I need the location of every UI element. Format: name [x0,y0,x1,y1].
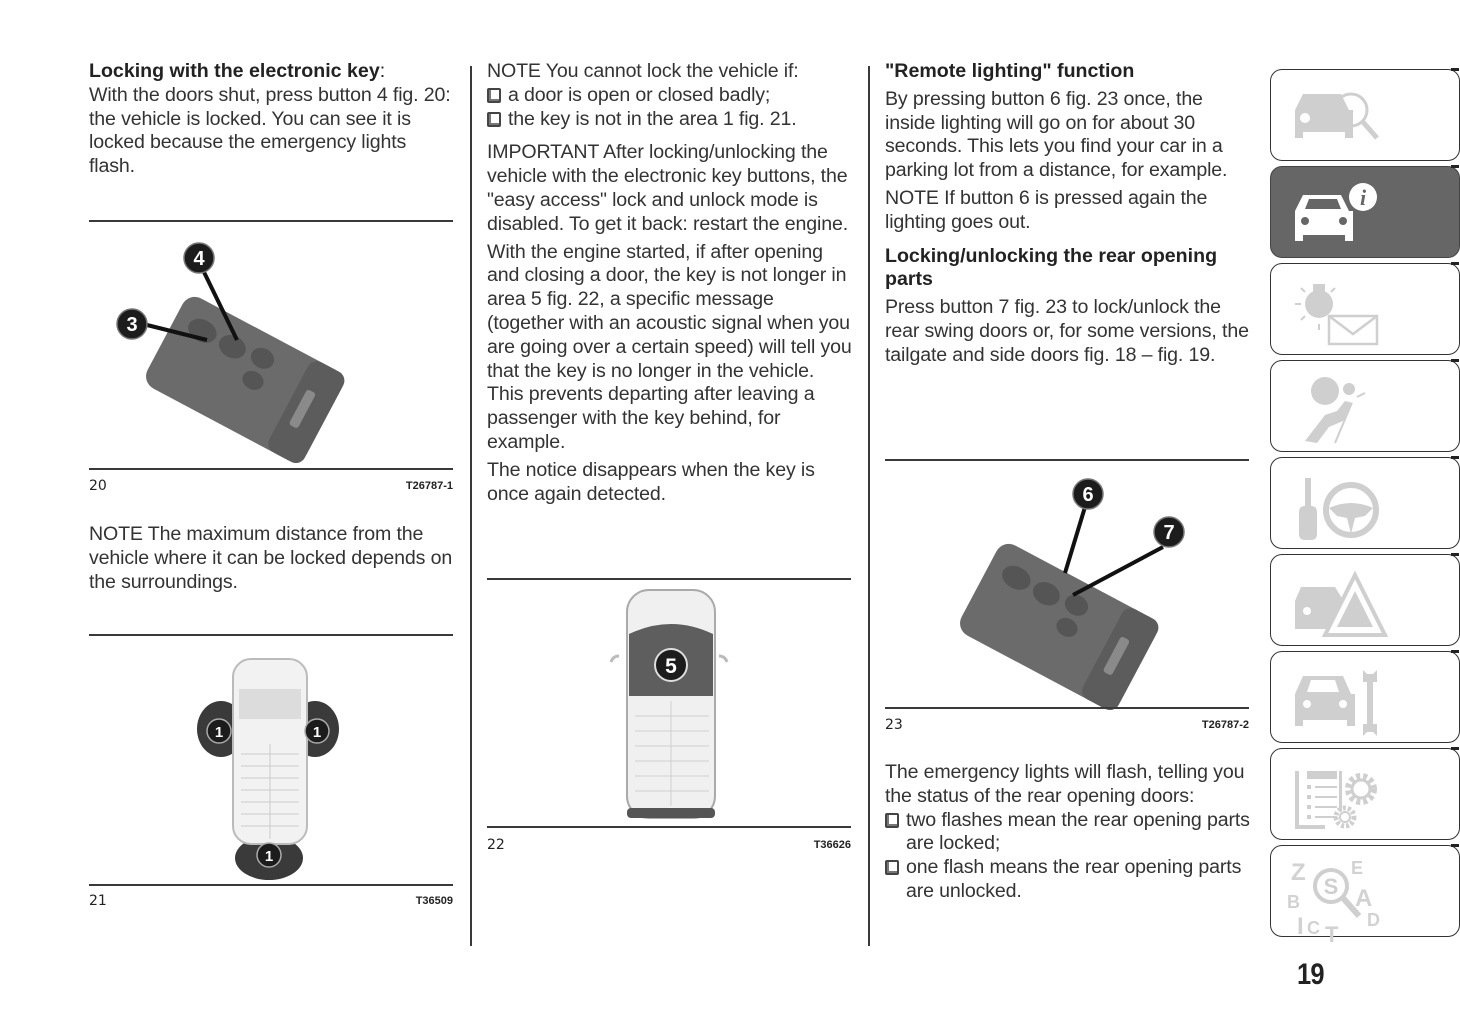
svg-text:3: 3 [126,314,138,336]
remote-lighting-heading: "Remote lighting" function [885,60,1135,82]
svg-text:6: 6 [1082,484,1094,506]
locking-intro-text: With the doors shut, press button 4 fig. 20: the vehicle is locked. You can see it is locked because the emergency lights flash. [89,83,451,178]
column-3-flash-status [885,761,1251,904]
car-maintenance-icon [1285,662,1385,734]
tab-maintenance[interactable] [1270,651,1460,743]
figure-number: 22 [487,837,505,853]
car-inspection-icon [1285,80,1385,152]
checkbox-bullet-icon [885,813,899,828]
flash-status-intro: The emergency lights will flash, telling you the status of the rear opening doors: [885,761,1245,807]
list-item: two flashes mean the rear opening parts are locked; [885,809,1251,857]
tab-warning-lights-messages[interactable] [1270,263,1460,355]
list-item: the key is not in the area 1 fig. 21. [487,108,853,132]
figure-number: 21 [89,893,107,909]
svg-text:1: 1 [312,724,322,741]
warning-light-message-icon [1285,274,1385,346]
electronic-key-card-illustration [89,230,453,470]
checkbox-bullet-icon [885,860,899,875]
column-2 [487,60,853,506]
callout-6-badge [1073,479,1103,509]
callout-1-badge-right [305,719,329,743]
svg-text:5: 5 [665,655,677,678]
checkbox-bullet-icon [487,88,501,103]
svg-text:S: S [1323,874,1339,899]
lock-restriction-note: NOTE You cannot lock the vehicle if: [487,60,799,82]
checkbox-bullet-icon [487,112,501,127]
key-steering-wheel-icon [1285,468,1385,540]
svg-text:T: T [1325,922,1339,947]
tab-starting-driving[interactable] [1270,457,1460,549]
column-1 [89,60,455,179]
tab-car-inspection[interactable] [1270,69,1460,161]
list-item: one flash means the rear opening parts are unlocked. [885,856,1251,904]
van-top-view-interior-zone-illustration [487,586,851,826]
svg-text:1: 1 [264,848,274,865]
car-info-icon [1285,177,1385,249]
rear-opening-heading: Locking/unlocking the rear opening parts [885,244,1218,291]
page-number: 19 [1297,958,1324,991]
figure-code: T36509 [415,895,453,907]
svg-text:B: B [1287,892,1300,912]
column-1-note [89,523,455,594]
airbag-seatbelt-icon [1285,371,1385,443]
specifications-gears-icon [1285,759,1385,831]
callout-1-badge-left [207,719,231,743]
notice-disappears-text: The notice disappears when the key is once again detected. [487,458,815,505]
column-3 [885,60,1251,368]
svg-text:7: 7 [1163,522,1175,544]
remote-lighting-note: NOTE If button 6 is pressed again the lighting goes out. [885,186,1208,233]
figure-code: T26787-1 [405,480,453,492]
remote-lighting-body: By pressing button 6 fig. 23 once, the inside lighting will go on for about 30 seconds. This lets you find your car in a parking lot from a distance, for example. [885,87,1228,182]
tab-alphabetical-index[interactable] [1270,845,1460,947]
tab-safety[interactable] [1270,360,1460,452]
engine-started-text: With the engine started, if after opening and closing a door, the key is not longer in area 5 fig. 22, a specific message (together with an acoustic signal when you are going over a certain speed) will tell you that the key is no longer in the vehicle. This prevents departing after leaving a passenger with the key behind, for example. [487,240,852,453]
figure-23 [885,459,1249,744]
figure-code: T26787-2 [1201,719,1249,731]
callout-4-badge [184,243,214,273]
figure-22 [487,578,851,858]
tab-emergency[interactable] [1270,554,1460,646]
rear-opening-body: Press button 7 fig. 23 to lock/unlock the rear swing doors or, for some versions, the tailgate and side doors fig. 18 – fig. 19. [885,296,1249,366]
list-item: a door is open or closed badly; [487,84,853,108]
tab-car-info[interactable] [1270,166,1460,258]
callout-1-badge-rear [257,843,281,867]
figure-20 [89,220,453,505]
svg-text:I: I [1297,913,1304,940]
van-top-view-key-zones-illustration [89,644,453,874]
section-heading-locking: Locking with the electronic key: [89,60,386,82]
distance-note-text: NOTE The maximum distance from the vehicle where it can be locked depends on the surroundings. [89,523,453,593]
svg-text:C: C [1307,918,1320,938]
callout-5-badge [655,649,687,681]
alphabetical-index-icon [1285,856,1385,947]
figure-number: 20 [89,478,107,494]
important-easy-access-text: IMPORTANT After locking/unlocking the vehicle with the electronic key buttons, the "easy access" lock and unlock mode is disabled. To get it back: restart the engine. [487,141,849,235]
tab-technical-specifications[interactable] [1270,748,1460,840]
svg-text:E: E [1351,858,1364,878]
figure-code: T36626 [813,839,851,851]
column-divider [868,66,870,946]
electronic-key-card-rear-buttons-illustration [885,469,1249,709]
svg-text:4: 4 [193,248,205,270]
breakdown-warning-icon [1285,565,1385,637]
svg-text:Z: Z [1291,859,1306,886]
callout-3-badge [117,309,147,339]
svg-text:1: 1 [214,724,224,741]
svg-text:i: i [1359,185,1367,210]
column-divider [470,66,472,946]
callout-7-badge [1154,517,1184,547]
svg-text:D: D [1367,910,1380,930]
figure-21 [89,634,453,919]
svg-text:A: A [1355,885,1373,912]
figure-number: 23 [885,717,903,733]
